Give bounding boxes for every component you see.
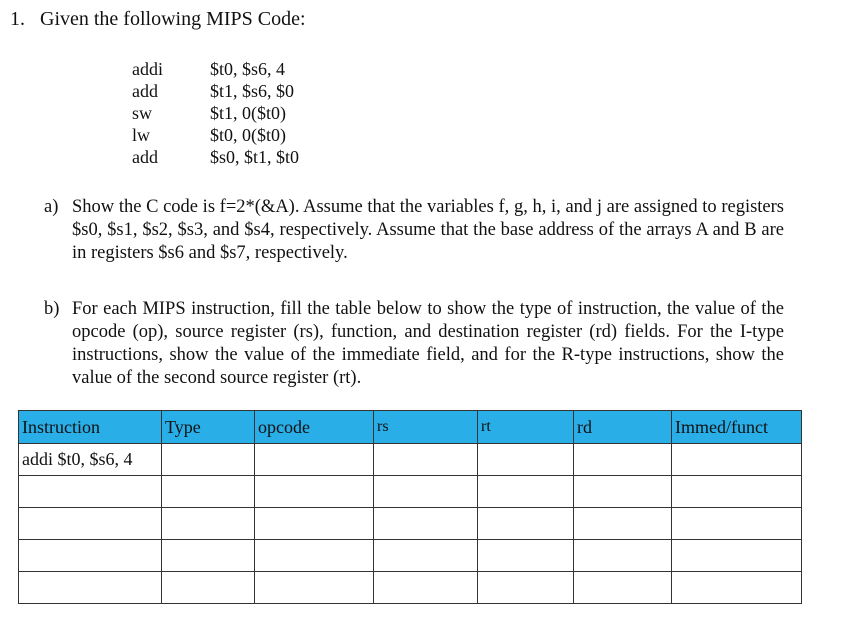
table-cell[interactable]: [672, 572, 802, 604]
code-line: [132, 146, 299, 168]
table-cell[interactable]: [19, 572, 162, 604]
code-line: [132, 102, 299, 124]
code-operands: $t1, 0($t0): [210, 103, 286, 123]
part-b: [44, 298, 784, 390]
header-type: Type: [162, 411, 255, 444]
table-cell[interactable]: [478, 444, 574, 476]
part-a: [44, 196, 784, 265]
table-cell[interactable]: [255, 572, 374, 604]
code-opcode: add: [132, 81, 158, 101]
table-cell[interactable]: [574, 540, 672, 572]
table-cell[interactable]: [162, 540, 255, 572]
table-cell[interactable]: [255, 476, 374, 508]
table-cell[interactable]: [162, 572, 255, 604]
table-cell[interactable]: [19, 540, 162, 572]
table-cell: addi $t0, $s6, 4: [19, 444, 162, 476]
table-cell[interactable]: [19, 476, 162, 508]
table-cell[interactable]: [574, 476, 672, 508]
table-cell[interactable]: [374, 572, 478, 604]
table-cell[interactable]: [374, 476, 478, 508]
part-a-label: a): [44, 197, 59, 217]
table-header-row: [19, 411, 802, 444]
table-cell[interactable]: [478, 476, 574, 508]
table-cell[interactable]: [574, 444, 672, 476]
code-line: [132, 58, 299, 80]
header-rd: rd: [574, 411, 672, 444]
table-row: [19, 476, 802, 508]
table-cell[interactable]: [19, 508, 162, 540]
table-row: [19, 572, 802, 604]
part-b-label: b): [44, 299, 60, 319]
code-operands: $t1, $s6, $0: [210, 81, 295, 101]
code-opcode: add: [132, 147, 158, 167]
table-cell[interactable]: [574, 572, 672, 604]
table-cell[interactable]: [574, 508, 672, 540]
table-cell[interactable]: [374, 444, 478, 476]
instruction-table: [18, 410, 802, 604]
table-row: [19, 508, 802, 540]
code-line: [132, 124, 299, 146]
code-opcode: lw: [132, 125, 150, 145]
table-row: [19, 444, 802, 476]
table-cell[interactable]: [255, 508, 374, 540]
table-cell[interactable]: [162, 508, 255, 540]
code-operands: $s0, $t1, $t0: [210, 147, 300, 167]
part-b-text: For each MIPS instruction, fill the table below to show the type of instruction, the value of the opcode (op), source register (rs), function, and destination register (rd) fields. For the I-type instructions, show the value of the immediate field, and for the R-type instructions, show the value of the second source register (rt).: [72, 299, 784, 388]
code-operands: $t0, 0($t0): [210, 125, 286, 145]
table-cell[interactable]: [255, 540, 374, 572]
table-cell[interactable]: [478, 540, 574, 572]
header-opcode: opcode: [255, 411, 374, 444]
table-cell[interactable]: [672, 444, 802, 476]
code-operands: $t0, $s6, 4: [210, 59, 286, 79]
table-cell[interactable]: [255, 444, 374, 476]
code-opcode: sw: [132, 103, 153, 123]
part-a-text: Show the C code is f=2*(&A). Assume that the variables f, g, h, i, and j are assigned to registers $s0, $s1, $s2, $s3, and $s4, respectively. Assume that the base address of the arrays A and B are in registers $s6 and $s7, respectively.: [72, 197, 784, 263]
question-number: 1.: [10, 8, 25, 30]
question-title: [10, 8, 306, 31]
table-row: [19, 540, 802, 572]
mips-code-block: [132, 58, 299, 168]
table-cell[interactable]: [478, 572, 574, 604]
header-rt: rt: [478, 411, 574, 444]
table-cell[interactable]: [162, 444, 255, 476]
header-instruction: Instruction: [19, 411, 162, 444]
question-text: Given the following MIPS Code:: [40, 8, 306, 30]
table-cell[interactable]: [672, 476, 802, 508]
header-rs: rs: [374, 411, 478, 444]
header-immed-funct: Immed/funct: [672, 411, 802, 444]
table-cell[interactable]: [478, 508, 574, 540]
code-line: [132, 80, 299, 102]
table-cell[interactable]: [672, 540, 802, 572]
table-cell[interactable]: [374, 540, 478, 572]
code-opcode: addi: [132, 59, 163, 79]
table-cell[interactable]: [672, 508, 802, 540]
table-cell[interactable]: [374, 508, 478, 540]
table-cell[interactable]: [162, 476, 255, 508]
